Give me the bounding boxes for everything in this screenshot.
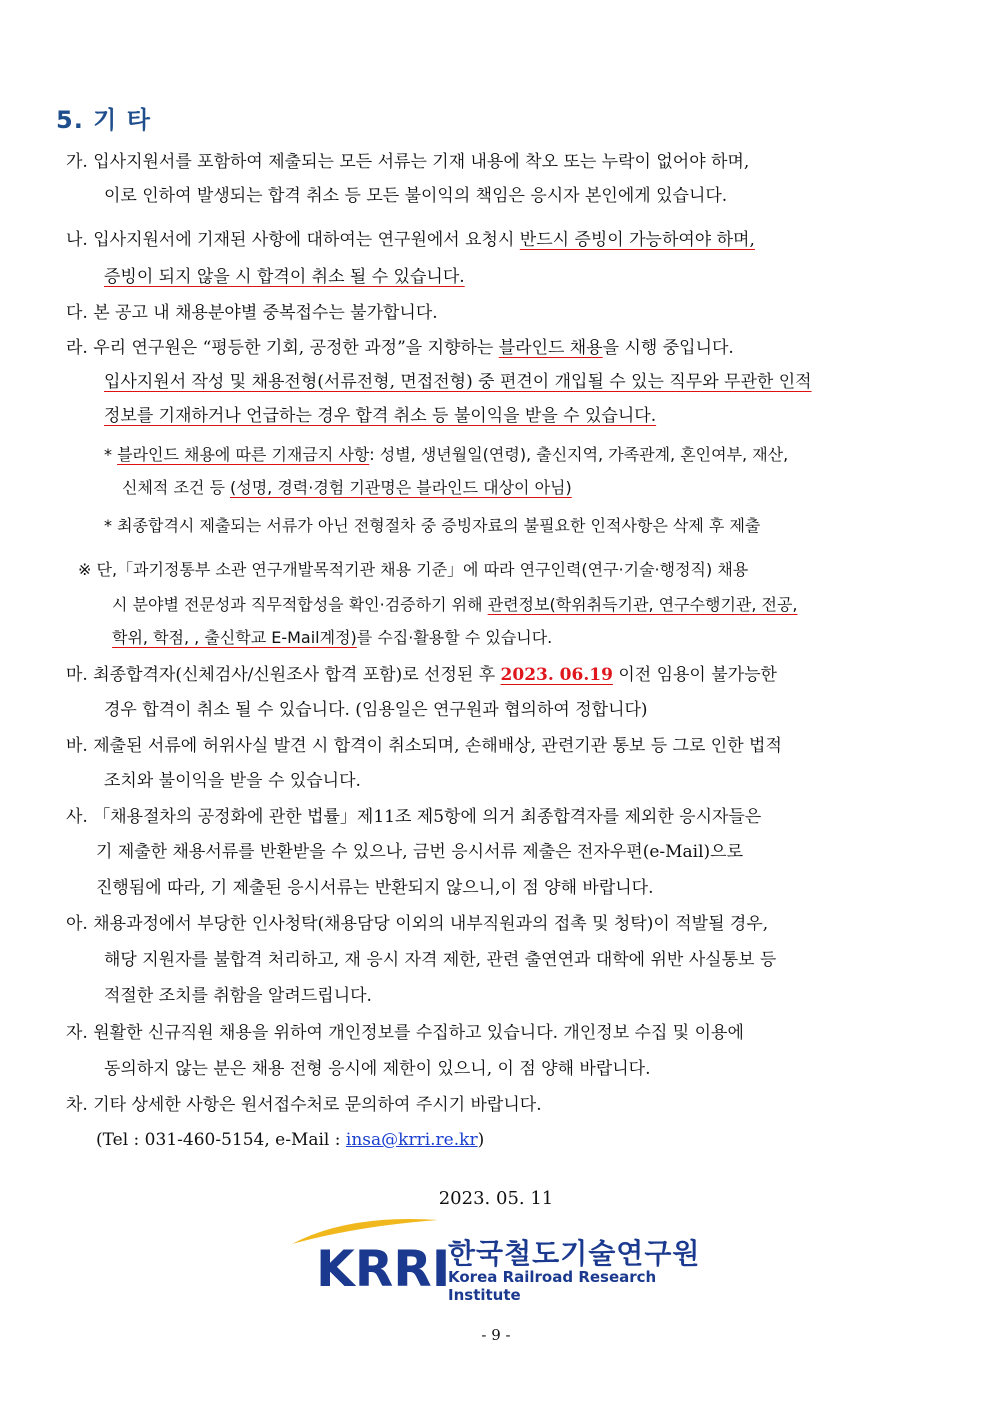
item-a-line2: 해당 지원자를 불합격 처리하고, 재 응시 자격 제한, 관련 출연연과 대학에 위반 사실통보 등 bbox=[104, 950, 777, 970]
bullet-blind-text: : 성별, 생년월일(연령), 출신지역, 가족관계, 혼인여부, 재산, bbox=[369, 445, 789, 464]
bullet-final: * 최종합격시 제출되는 서류가 아닌 전형절차 중 증빙자료의 불필요한 인적사항은 삭제 후 제출 bbox=[104, 516, 761, 535]
item-ba-line2: 조치와 불이익을 받을 수 있습니다. bbox=[104, 771, 361, 791]
item-na-line2 bbox=[104, 265, 465, 289]
section-title: 5. 기 타 bbox=[56, 106, 151, 134]
item-ga-line2: 이로 인하여 발생되는 합격 취소 등 모든 불이익의 책임은 응시자 본인에게 있습니다. bbox=[104, 186, 728, 206]
item-ra-line3 bbox=[104, 404, 656, 428]
item-ma-text-end: 이전 임용이 불가능한 bbox=[612, 665, 777, 685]
item-ra-blind: 블라인드 채용 bbox=[498, 338, 603, 358]
note-line1: ※ 단,「과기정통부 소관 연구개발목적기관 채용 기준」에 따라 연구인력(연구·기술·행정직) 채용 bbox=[78, 560, 749, 579]
item-ra-text: 라. 우리 연구원은 “평등한 기회, 공정한 과정”을 지향하는 bbox=[66, 338, 499, 358]
item-na-underlined-2: 증빙이 되지 않을 시 합격이 취소 될 수 있습니다. bbox=[104, 267, 465, 287]
page-number: - 9 - bbox=[481, 1326, 511, 1344]
item-ra-underlined-3: 정보를 기재하거나 언급하는 경우 합격 취소 등 불이익을 받을 수 있습니다. bbox=[104, 406, 657, 426]
contact-text: (Tel : 031-460-5154, e-Mail : bbox=[96, 1130, 346, 1150]
item-ja-line1: 자. 원활한 신규직원 채용을 위하여 개인정보를 수집하고 있습니다. 개인정보 수집 및 이용에 bbox=[66, 1023, 744, 1043]
bullet-blind-line1 bbox=[104, 443, 788, 467]
bullet-star: * bbox=[104, 445, 118, 464]
org-name-en: Korea Railroad Research Institute bbox=[448, 1268, 657, 1304]
contact-close: ) bbox=[477, 1130, 485, 1150]
item-ra-underlined-2: 입사지원서 작성 및 채용전형(서류전형, 면접전형) 중 편견이 개입될 수 있는 직무와 무관한 인적 bbox=[104, 372, 812, 392]
item-cha: 차. 기타 상세한 사항은 원서접수처로 문의하여 주시기 바랍니다. bbox=[66, 1095, 542, 1115]
note-underlined-2: 학위, 학점, , 출신학교 E-Mail계정) bbox=[112, 628, 357, 647]
item-ja-line2: 동의하지 않는 분은 채용 전형 응시에 제한이 있으니, 이 점 양해 바랍니다. bbox=[104, 1059, 651, 1079]
item-ra-line2 bbox=[104, 370, 812, 394]
item-sa-line2: 기 제출한 채용서류를 반환받을 수 있으나, 금번 응시서류 제출은 전자우편(e-Mail)으로 bbox=[96, 842, 744, 862]
krri-logo bbox=[288, 1212, 708, 1304]
note-line3 bbox=[112, 626, 552, 650]
item-ma-date: 2023. 06.19 bbox=[500, 665, 613, 685]
contact-line bbox=[96, 1128, 484, 1152]
item-ma-line1 bbox=[66, 663, 777, 687]
item-ba-line1: 바. 제출된 서류에 허위사실 발견 시 합격이 취소되며, 손해배상, 관련기관 통보 등 그로 인한 법적 bbox=[66, 736, 782, 756]
krri-logo-mark bbox=[288, 1212, 448, 1292]
org-name-ko: 한국철도기술연구원 bbox=[448, 1237, 701, 1270]
bullet-blind-text-2: 신체적 조건 등 bbox=[122, 478, 230, 497]
announcement-date: 2023. 05. 11 bbox=[438, 1188, 554, 1209]
item-ra-text-end: 을 시행 중입니다. bbox=[602, 338, 734, 358]
note-underlined: 관련정보(학위취득기관, 연구수행기관, 전공, bbox=[487, 595, 798, 614]
item-ma-line2: 경우 합격이 취소 될 수 있습니다. (임용일은 연구원과 협의하여 정합니다) bbox=[104, 700, 648, 720]
email-link[interactable]: insa@krri.re.kr bbox=[345, 1130, 478, 1150]
item-sa-line3: 진행됨에 따라, 기 제출된 응시서류는 반환되지 않으니,이 점 양해 바랍니다. bbox=[96, 878, 654, 898]
item-da: 다. 본 공고 내 채용분야별 중복접수는 불가합니다. bbox=[66, 303, 438, 323]
item-na-underlined: 반드시 증빙이 가능하여야 하며, bbox=[519, 230, 755, 250]
item-ma-text: 마. 최종합격자(신체검사/신원조사 합격 포함)로 선정된 후 bbox=[66, 665, 501, 685]
item-ra-line1 bbox=[66, 336, 734, 360]
item-a-line3: 적절한 조치를 취함을 알려드립니다. bbox=[104, 986, 372, 1006]
note-line2 bbox=[112, 593, 798, 617]
item-na-line1 bbox=[66, 228, 755, 252]
item-na-text: 나. 입사지원서에 기재된 사항에 대하여는 연구원에서 요청시 bbox=[66, 230, 520, 250]
logo-mark-text: KRRI bbox=[316, 1240, 448, 1292]
note-text: 시 분야별 전문성과 직무적합성을 확인·검증하기 위해 bbox=[112, 595, 488, 614]
bullet-blind-underlined-2: (성명, 경력·경험 기관명은 블라인드 대상이 아님) bbox=[230, 478, 572, 497]
bullet-blind-underlined: 블라인드 채용에 따른 기재금지 사항 bbox=[117, 445, 370, 464]
bullet-blind-line2 bbox=[122, 476, 572, 500]
item-ga-line1: 가. 입사지원서를 포함하여 제출되는 모든 서류는 기재 내용에 착오 또는 누락이 없어야 하며, bbox=[66, 152, 750, 172]
item-a-line1: 아. 채용과정에서 부당한 인사청탁(채용담당 이외의 내부직원과의 접촉 및 청탁)이 적발될 경우, bbox=[66, 914, 769, 934]
item-sa-line1: 사. 「채용절차의 공정화에 관한 법률」제11조 제5항에 의거 최종합격자를 제외한 응시자들은 bbox=[66, 807, 762, 827]
note-text-end: 를 수집·활용할 수 있습니다. bbox=[356, 628, 553, 647]
